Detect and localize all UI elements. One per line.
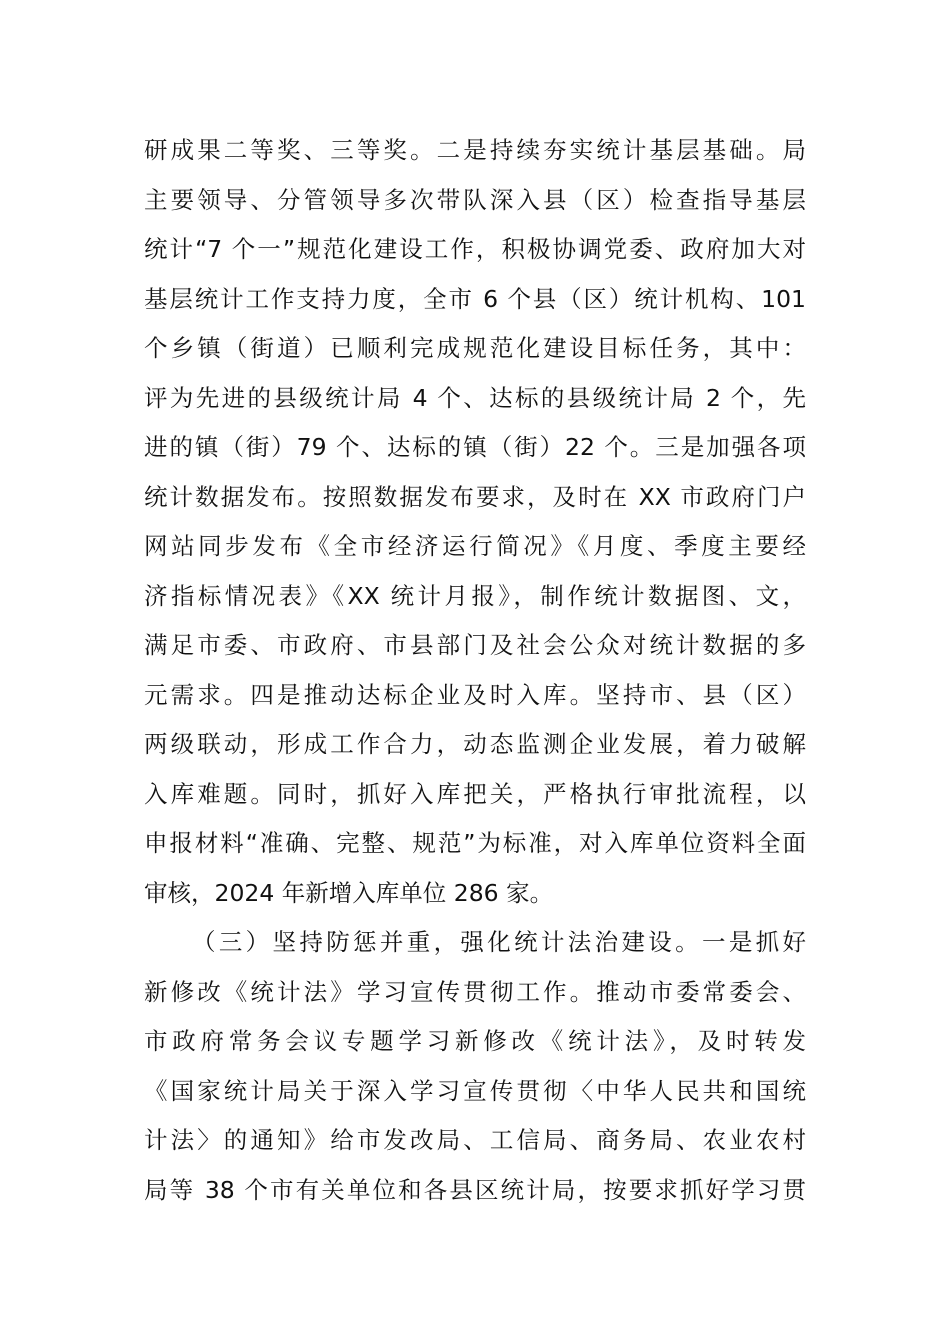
text-line: 《国家统计局关于深入学习宣传贯彻〈中华人民共和国统 (144, 1076, 806, 1105)
document-body (144, 126, 806, 1215)
text-line: 新修改《统计法》学习宣传贯彻工作。推动市委常委会、 (144, 977, 806, 1006)
text-line: 个乡镇（街道）已顺利完成规范化建设目标任务，其中： (144, 334, 806, 362)
text-line: 济指标情况表》《XX 统计月报》，制作统计数据图、文， (144, 581, 806, 610)
text-line: 计法〉的通知》给市发改局、工信局、商务局、农业农村 (144, 1126, 806, 1154)
paragraph-end-line: 审核，2024 年新增入库单位 286 家。 (144, 878, 554, 907)
text-line: 网站同步发布《全市经济运行简况》《月度、季度主要经 (144, 532, 806, 560)
text-line: 元需求。四是推动达标企业及时入库。坚持市、县（区） (144, 680, 806, 709)
text-line: 统计数据发布。按照数据发布要求，及时在 XX 市政府门户 (144, 482, 806, 511)
text-line: 申报材料“准确、完整、规范”为标准，对入库单位资料全面 (144, 829, 806, 857)
text-line: 两级联动，形成工作合力，动态监测企业发展，着力破解 (144, 730, 806, 758)
text-line: 主要领导、分管领导多次带队深入县（区）检查指导基层 (144, 185, 806, 214)
text-line: 研成果二等奖、三等奖。二是持续夯实统计基层基础。局 (144, 136, 806, 164)
text-line: 基层统计工作支持力度，全市 6 个县（区）统计机构、101 (144, 284, 806, 313)
text-line: 入库难题。同时，抓好入库把关，严格执行审批流程，以 (144, 779, 806, 808)
text-line: 市政府常务会议专题学习新修改《统计法》，及时转发 (144, 1027, 806, 1055)
text-line: 进的镇（街）79 个、达标的镇（街）22 个。三是加强各项 (144, 433, 806, 461)
text-line: 统计“7 个一”规范化建设工作，积极协调党委、政府加大对 (144, 235, 806, 263)
text-line: 满足市委、市政府、市县部门及社会公众对统计数据的多 (144, 631, 806, 659)
section-heading-line: （三）坚持防惩并重，强化统计法治建设。一是抓好 (192, 928, 806, 956)
text-line: 局等 38 个市有关单位和各县区统计局，按要求抓好学习贯 (144, 1175, 806, 1204)
text-line: 评为先进的县级统计局 4 个、达标的县级统计局 2 个，先 (144, 383, 806, 412)
